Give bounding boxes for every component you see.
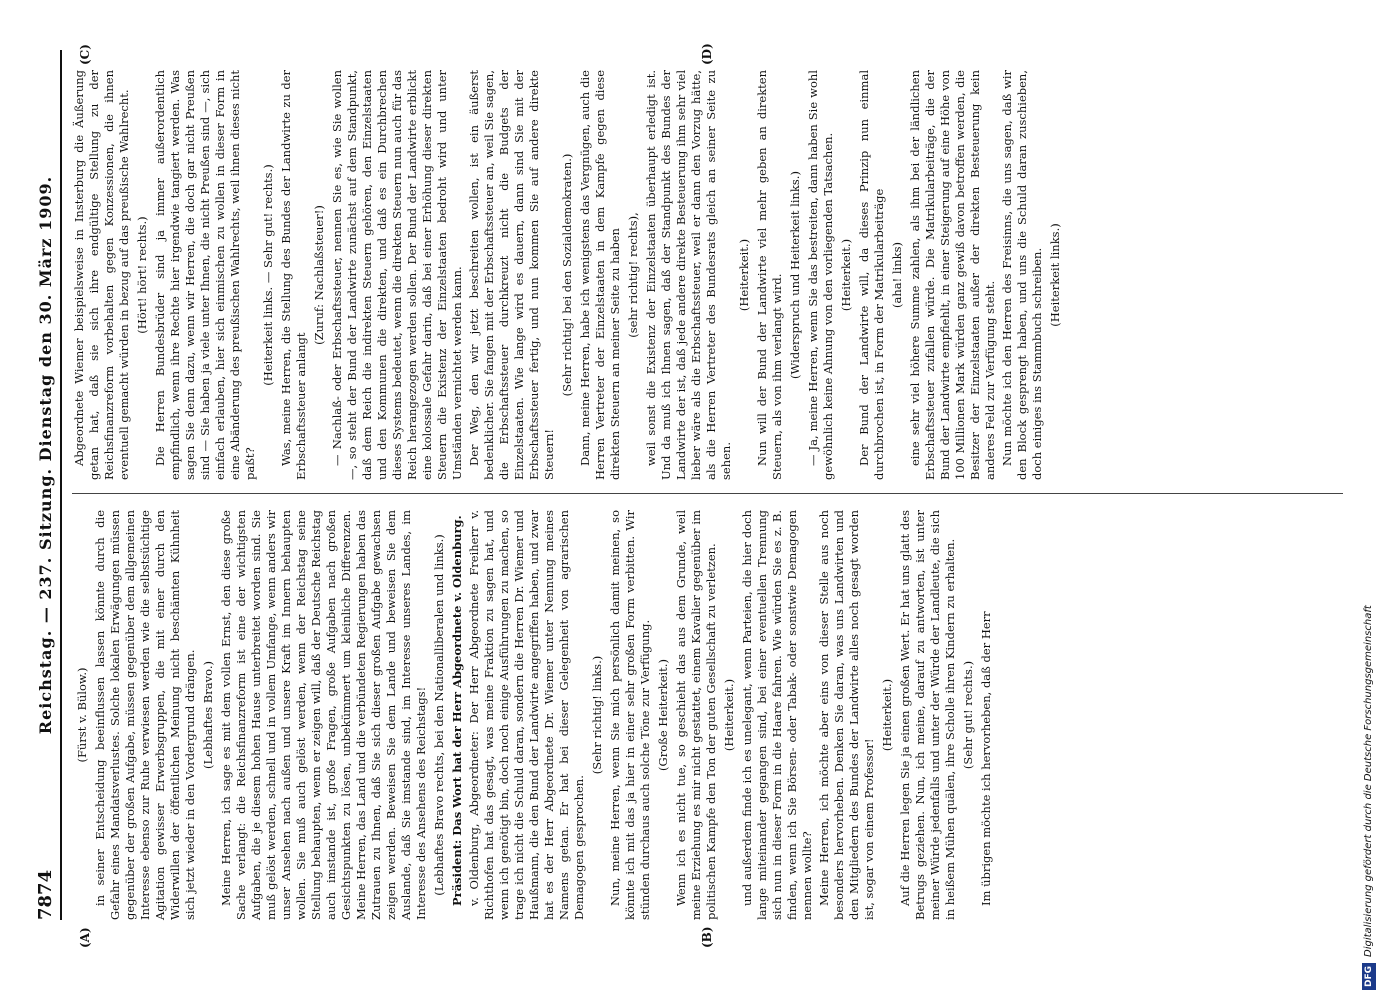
interjection: (Heiterkeit.) [880,678,894,752]
president-statement: Präsident: Das Wort hat der Herr Abgeordnete v. Oldenburg. [450,515,464,906]
paragraph: Der Bund der Landwirte will, da dieses Prinzip nun einmal durchbrochen ist, in Form der Matrikularbeiträge [857,70,886,480]
column-divider [72,493,1343,494]
interjection: (Heiterkeit.) [839,238,853,312]
interjection: (Sehr gut! rechts.) [961,660,975,770]
interjection: (Lebhaftes Bravo rechts, bei den Nationalliberalen und links.) [432,534,446,896]
paragraph: und außerdem finde ich es unelegant, wenn Parteien, die hier doch lange miteinander gegangen sind, bei einer eventuellen Trennung sich nun in dieser Form in die Haare fahren. Wie würden Sie es z. B. finden, wenn ich Sie Börsen- oder Tabak- oder sonstwie Demagogen nennen wollte? [740,510,814,920]
paragraph: Der Weg, den wir jetzt beschreiten wollen, ist ein äußerst bedenklicher. Sie fangen mit der Erbschaftssteuer an, weil Sie sagen, die Erbschaftssteuer durchkreuzt nicht die Budgets der Einzelstaaten. Wie lange wird es dauern, dann sind Sie mit der Erbschaftssteuer fertig, und nun kommen Sie auf andere direkte Steuern! [467,70,556,480]
paragraph: Nun will der Bund der Landwirte viel mehr geben an direkten Steuern, als von ihm verlangt wird. [755,70,784,480]
interjection: (sehr richtig! rechts), [626,212,640,338]
paragraph: Meine Herren, ich möchte aber eins von dieser Stelle aus noch besonders hervorheben. Denken Sie daran, was uns Landwirten und den Mitgliedern des Bundes der Landwirte alles noch gesagt worden ist, sogar von einem Professor! [817,510,876,920]
interjection: (Hört! hört! rechts.) [135,216,149,334]
speaker-note: (Fürst v. Bülow.) [75,667,89,763]
paragraph: v. Oldenburg, Abgeordneter: Der Herr Abgeordnete Freiherr v. Richthofen hat das gesagt, was meine Fraktion zu sagen hat, und wenn ich genötigt bin, doch noch einige Ausführungen zu machen, so trage ich nicht die Schuld daran, sondern die Herren Dr. Wiemer und Haußmann, die den Bund der Landwirte angegriffen haben, und zwar hat es der Herr Abgeordnete Dr. Wiemer unter Nennung meines Namens getan. Er hat bei dieser Gelegenheit von agrarischen Demagogen gesprochen. [467,510,586,920]
interjection: (Heiterkeit.) [722,678,736,752]
digitization-credit-text-wrapper [1356,10,1382,990]
paragraph: weil sonst die Existenz der Einzelstaaten überhaupt erledigt ist. Und da muß ich Ihnen sagen, daß der Standpunkt des Bundes der Landwirte der ist, daß jede andere direkte Besteuerung ihm sehr viel lieber wäre als die Erbschaftssteuer, weil er dann den Vorzug hätte, als die Herren Vertreter des Bundesrats gleich an seiner Seite zu sehen. [644,70,733,480]
text-column-left [72,510,996,920]
paragraph: Nun möchte ich den Herren des Freisinns, die uns sagen, daß wir den Block gesprengt haben, und uns die Schuld daran zuschieben, doch einiges ins Stammbuch schreiben. [1000,70,1044,480]
interjection: (Heiterkeit links. — Sehr gut! rechts.) [261,164,275,386]
margin-label-b: (B) [700,926,714,948]
credit-text: Digitalisierung gefördert durch die Deutsche Forschungsgemeinschaft [1363,605,1374,957]
paragraph: eine sehr viel höhere Summe zahlen, als ihm bei der ländlichen Erbschaftssteuer zufallen würde. Die Matrikularbeiträge, die der Bund der Landwirte empfiehlt, in einer Steigerung auf eine Höhe von 100 Millionen Mark würden ganz gewiß davon betroffen werden, die Besitzer der Einzelstaaten außer der direkten Besteuerung kein anderes Feld zur Verfügung steht. [908,70,997,480]
paragraph: Nun, meine Herren, wenn Sie mich persönlich damit meinen, so könnte ich mit das ja hier in einer sehr großen Form verbitten. Wir stünden durchaus auch solche Töne zur Verfügung. [608,510,652,920]
interjection: (Lebhaftes Bravo.) [201,661,215,769]
paragraph: Meine Herren, ich sage es mit dem vollen Ernst, den diese große Sache verlangt: die Reichsfinanzreform ist eine der wichtigsten Aufgaben, die je diesem hohen Hause unterbreitet worden sind. Sie muß gelöst werden, schnell und in vollem Umfange, wenn anders wir unser Ansehen nach außen und unsere Kraft im Innern behaupten wollen. Sie muß auch gelöst werden, wenn der Reichstag seine Stellung behaupten, wenn er zeigen will, daß der Deutsche Reichstag auch imstande ist, große Fragen, große Aufgaben nach großen Gesichtspunkten zu lösen, unbekümmert um kleinliche Differenzen. Meine Herren, das Land und die verbündeten Regierungen haben das Zutrauen zu Ihnen, daß Sie sich dieser großen Aufgabe gewachsen zeigen werden. Beweisen Sie dem Lande und beweisen Sie dem Auslande, daß Sie imstande sind, im Interesse unseres Landes, im Interesse des Ansehens des Reichstags! [219,510,428,920]
margin-label-a: (A) [78,927,92,948]
paragraph: Dann, meine Herren, habe ich wenigstens das Vergnügen, auch die Herren Vertreter der Einzelstaaten in dem Kampfe gegen diese direkten Steuern an meiner Seite zu haben [578,70,622,480]
page-header [30,50,62,920]
interjection: (Widerspruch und Heiterkeit links.) [788,171,802,379]
interjection: (Sehr richtig! links.) [590,655,604,775]
digitization-credit [1356,10,1382,990]
paragraph: Was, meine Herren, die Stellung des Bundes der Landwirte zu der Erbschaftssteuer anlangt [279,70,308,480]
margin-label-d: (D) [700,43,714,65]
interjection: (Heiterkeit.) [737,238,751,312]
paragraph: Wenn ich es nicht tue, so geschieht das aus dem Grunde, weil meine Erziehung es mir nicht gestattet, einem Kavalier gegenüber im politischen Kampfe den Ton der guten Gesellschaft zu verletzen. [674,510,718,920]
dfg-logo: DFG [1362,963,1376,990]
paragraph: — Ja, meine Herren, wenn Sie das bestreiten, dann haben Sie wohl gewöhnlich keine Ahnung von den vorliegenden Tatsachen. [806,70,835,480]
margin-label-c: (C) [78,44,92,65]
paragraph: Im übrigen möchte ich hervorheben, daß der Herr [979,611,993,906]
paragraph: Abgeordnete Wiemer beispielsweise in Insterburg die Äußerung getan hat, daß sie sich ihre endgültige Stellung zu der Reichsfinanzreform vorbehalten gegen Konzessionen, die ihnen eventuell gemacht würden in bezug auf das preußische Wahlrecht. [72,70,131,480]
paragraph: Die Herren Bundesbrüder sind ja immer außerordentlich empfindlich, wenn ihre Rechte hier irgendwie tangiert werden. Was sagen Sie denn dazu, wenn wir Herren, die doch gar nicht Preußen sind — Sie haben ja viele unter Ihnen, die nicht Preußen sind —, sich einfach erlauben, hier sich einmischen zu wollen in dieser Form in eine Abänderung des preußischen Wahlrechts, weil ihnen dieses nicht paßt? [153,70,257,480]
paragraph: Auf die Herren legen Sie ja einen großen Wert. Er hat uns glatt des Betrugs geziehen. Nun, ich meine, darauf zu antworten, ist unter meiner Würde jedenfalls und unter der Würde der Landleute, die sich in heißem Mühen quälen, ihre Scholle ihren Kindern zu erhalten. [898,510,957,920]
paragraph: — Nachlaß- oder Erbschaftssteuer, nennen Sie es, wie Sie wollen —, so steht der Bund der Landwirte zunächst auf dem Standpunkt, daß dem Reich die indirekten Steuern gehören, den Einzelstaaten und den Kommunen die direkten, und daß es ein Durchbrechen dieses Systems bedeutet, wenn die direkten Steuern nun auch für das Reich herangezogen werden sollen. Der Bund der Landwirte erblickt eine kolossale Gefahr darin, daß bei einer Erhöhung dieser direkten Steuern die Existenz der Einzelstaaten bedroht wird und unter Umständen vernichtet werden kann. [330,70,464,480]
paragraph: in seiner Entscheidung beeinflussen lassen könnte durch die Gefahr eines Mandatsverlustes. Solche lokalen Erwägungen müssen gegenüber der großen Aufgabe, müssen gegenüber dem allgemeinen Interesse ebenso zur Ruhe verwiesen werden wie die selbstsüchtige Agitation gewisser Erwerbsgruppen, die mit einer durch den Widerwillen der öffentlichen Meinung nicht beschämten Kühnheit sich jetzt wieder in den Vordergrund drängen. [93,510,197,920]
running-title: Reichstag. — 237. Sitzung. Dienstag den 30. März 1909. [35,175,55,735]
interjection: (Heiterkeit links.) [1048,223,1062,327]
page-number: 7874 [34,869,56,920]
interjection: (Große Heiterkeit.) [656,659,670,771]
interjection: (Zuruf: Nachlaßsteuer!) [312,205,326,345]
interjection: (aha! links) [890,242,904,309]
interjection: (Sehr richtig! bei den Sozialdemokraten.) [560,153,574,397]
text-column-right [72,70,1066,480]
